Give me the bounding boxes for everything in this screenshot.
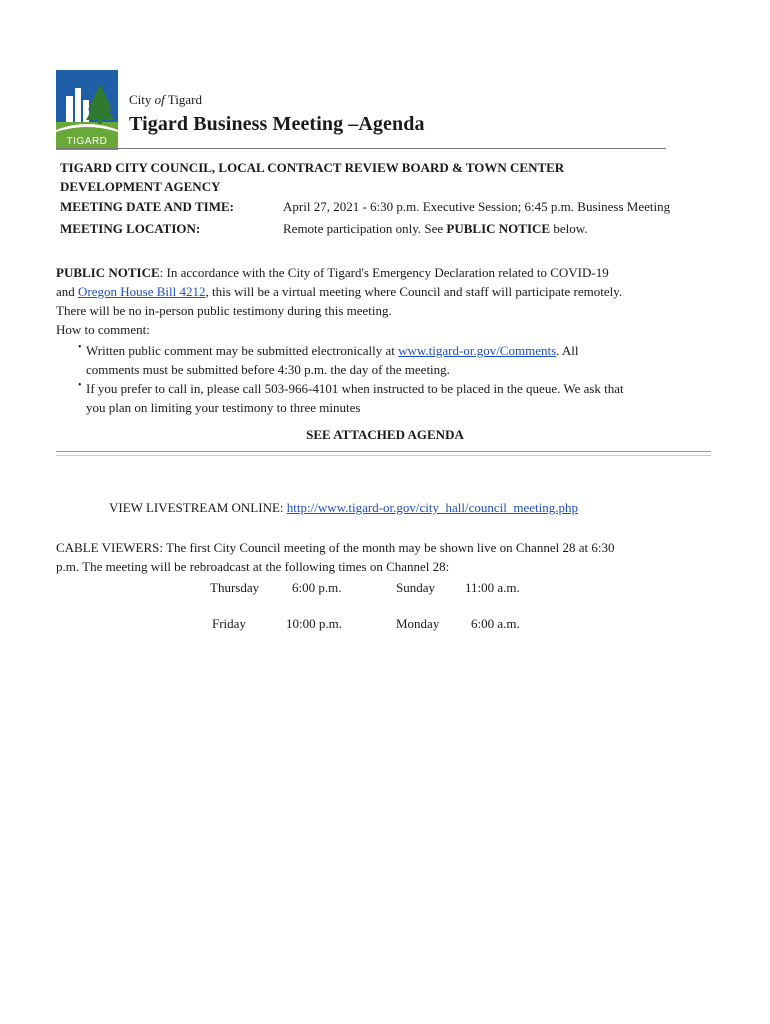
notice-line-1 — [56, 263, 706, 282]
public-notice — [56, 263, 706, 339]
bullet-1-text: Written public comment may be submitted electronically at — [86, 343, 399, 358]
section-divider — [56, 451, 711, 456]
schedule-time-monday: 6:00 a.m. — [471, 616, 520, 631]
city-of-tigard — [129, 92, 202, 108]
cable-line-2: p.m. The meeting will be rebroadcast at the following times on Channel 28: — [56, 559, 450, 574]
oregon-house-bill-link[interactable]: Oregon House Bill 4212 — [78, 284, 206, 299]
notice-text-2-pre: and — [56, 284, 79, 299]
city-prefix: City — [129, 92, 155, 107]
meeting-location-label: MEETING LOCATION: — [60, 221, 201, 236]
schedule-day-monday: Monday — [396, 616, 440, 631]
header-divider — [56, 148, 666, 149]
meeting-date-value: April 27, 2021 - 6:30 p.m. Executive Session; 6:45 p.m. Business Meeting — [283, 199, 671, 214]
notice-line-2 — [56, 282, 706, 301]
cable-viewers — [56, 538, 716, 576]
bullet-2-line-2: you plan on limiting your testimony to three minutes — [86, 400, 361, 415]
schedule-time-thursday: 6:00 p.m. — [292, 580, 342, 595]
notice-heading: PUBLIC NOTICE — [56, 265, 160, 280]
bullet-1-post: . All — [556, 343, 579, 358]
page-title: Tigard Business Meeting –Agenda — [129, 113, 425, 135]
city-suffix: Tigard — [164, 92, 202, 107]
location-post: below. — [550, 221, 588, 236]
list-item — [80, 341, 700, 379]
bullet-2-text: If you prefer to call in, please call 503-966-4101 when instructed to be placed in the queue. We ask that — [86, 381, 624, 396]
tigard-logo-icon — [56, 70, 118, 150]
schedule-time-sunday: 11:00 a.m. — [465, 580, 520, 595]
meeting-date-label: MEETING DATE AND TIME: — [60, 199, 234, 214]
comment-bullets — [80, 341, 700, 417]
list-item — [80, 379, 700, 417]
comments-link[interactable]: www.tigard-or.gov/Comments — [398, 343, 557, 358]
schedule-day-sunday: Sunday — [396, 580, 435, 595]
livestream-line — [109, 500, 578, 516]
notice-text-1: : In accordance with the City of Tigard's Emergency Declaration related to COVID-19 — [159, 265, 609, 280]
schedule-time-friday: 10:00 p.m. — [286, 616, 342, 631]
bullet-icon: • — [78, 380, 82, 391]
livestream-label: VIEW LIVESTREAM ONLINE: — [109, 500, 287, 515]
bullet-icon: • — [78, 342, 82, 353]
council-line-2: DEVELOPMENT AGENCY — [60, 179, 221, 194]
location-pre: Remote participation only. See — [283, 221, 447, 236]
council-heading — [60, 158, 564, 196]
livestream-link[interactable]: http://www.tigard-or.gov/city_hall/council_meeting.php — [286, 500, 579, 515]
notice-text-2-post: , this will be a virtual meeting where Council and staff will participate remotely. — [205, 284, 623, 299]
notice-line-4: How to comment: — [56, 322, 150, 337]
council-line-1: TIGARD CITY COUNCIL, LOCAL CONTRACT REVIEW BOARD & TOWN CENTER — [60, 160, 565, 175]
schedule-day-thursday: Thursday — [210, 580, 260, 595]
schedule-day-friday: Friday — [212, 616, 246, 631]
logo-text: TIGARD — [66, 136, 108, 147]
cable-line-1: CABLE VIEWERS: The first City Council meeting of the month may be shown live on Channel 28 at 6:30 — [56, 540, 615, 555]
city-of-word: of — [154, 92, 165, 107]
notice-line-3: There will be no in-person public testimony during this meeting. — [56, 303, 392, 318]
meeting-location-value — [283, 221, 588, 237]
see-attached-agenda: SEE ATTACHED AGENDA — [306, 427, 464, 442]
bullet-1-line-2: comments must be submitted before 4:30 p.m. the day of the meeting. — [86, 362, 450, 377]
location-bold: PUBLIC NOTICE — [446, 221, 551, 236]
